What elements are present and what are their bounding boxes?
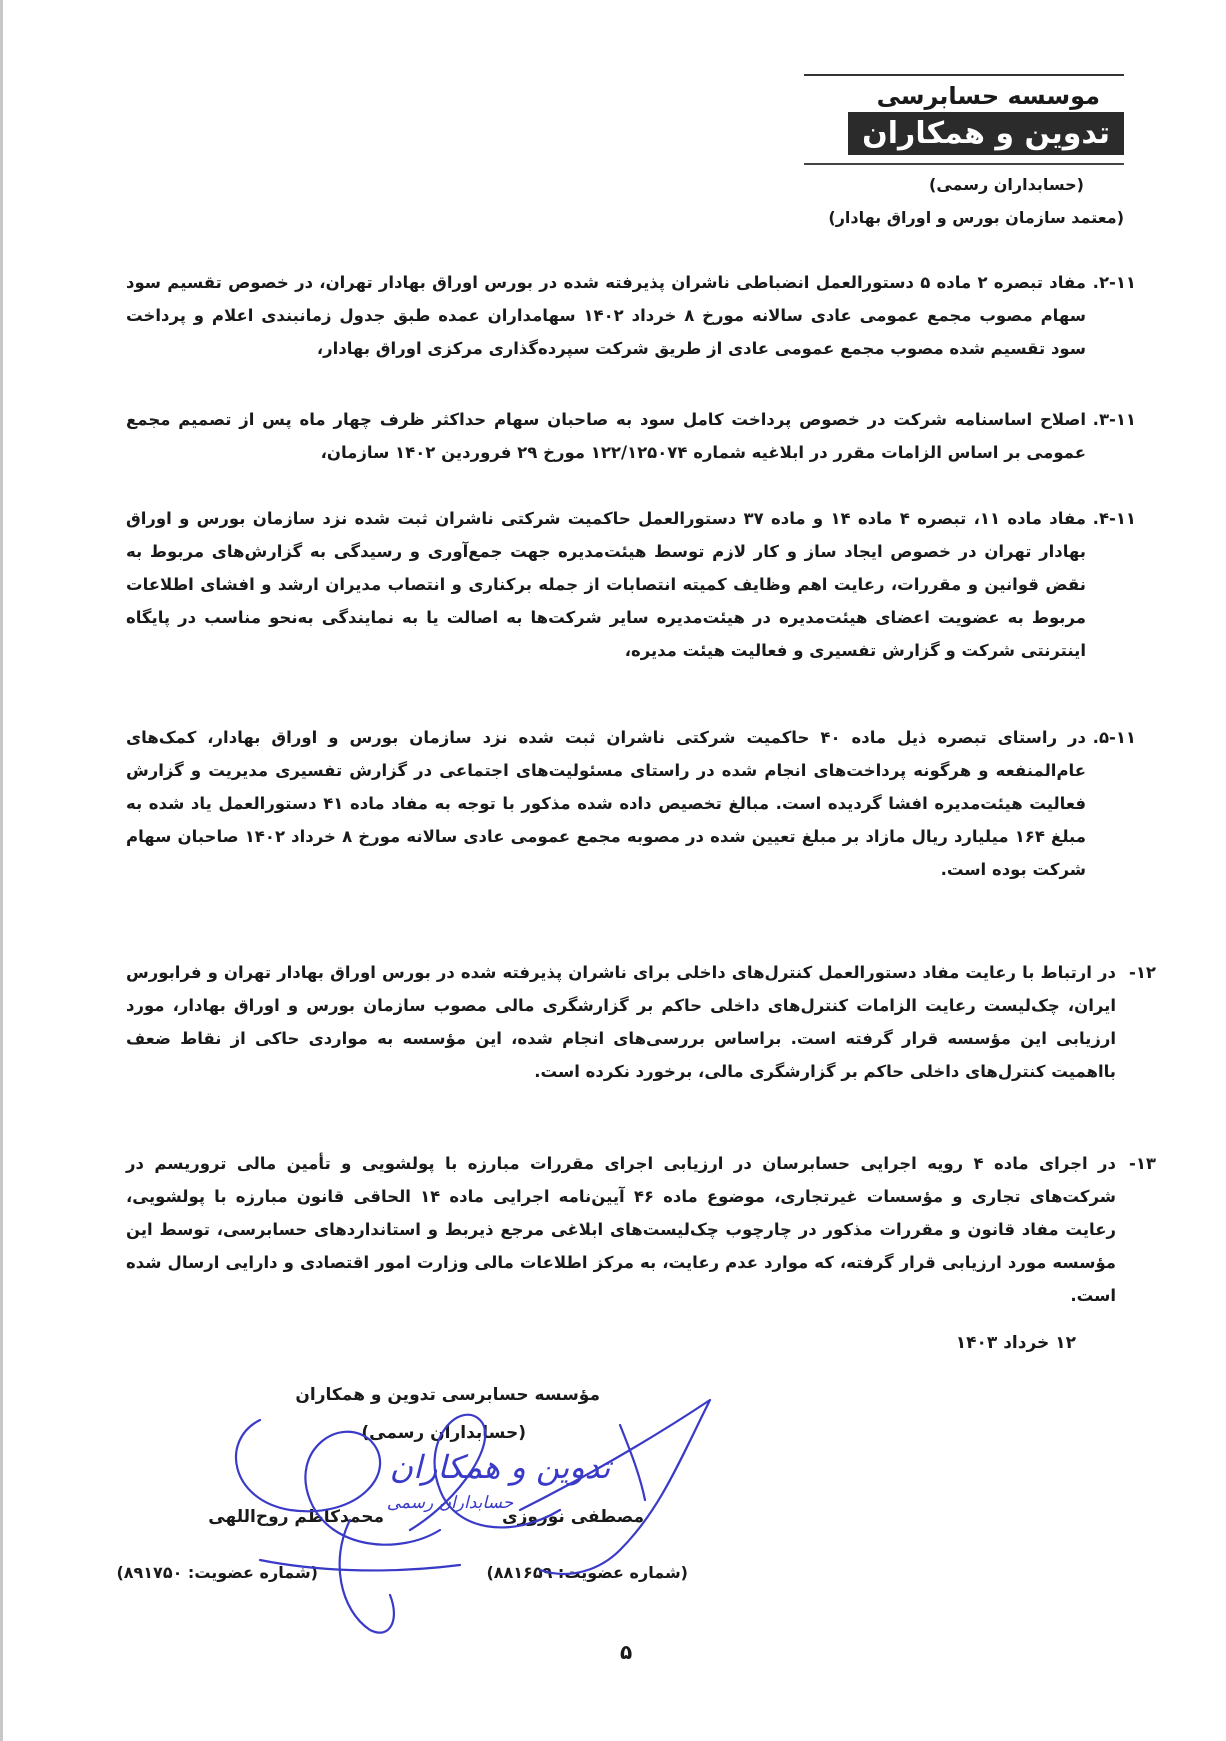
scan-edge [0, 0, 3, 1741]
letterhead-brand: تدوین و همکاران [848, 112, 1124, 155]
paragraph-number: ۵-۱۱. [1092, 728, 1136, 747]
report-date: ۱۲ خرداد ۱۴۰۳ [955, 1333, 1076, 1353]
signature-designation: (حسابداران رسمی) [361, 1423, 526, 1443]
paragraph-number: ۱۲- [1128, 963, 1156, 982]
stamp-text: تدوین و همکاران [389, 1448, 611, 1486]
paragraph-text: مفاد ماده ۱۱، تبصره ۴ ماده ۱۴ و ماده ۳۷ دستورالعمل حاکمیت شرکتی ناشران ثبت شده نزد سازمان بورس و اوراق بهادار تهران در خصوص ایجاد ساز و کار لازم توسط هیئت‌مدیره جهت جمع‌آوری و رسیدگی به گزارش‌های مربوط به نقض قوانین و مقررات، رعایت اهم وظایف کمیته انتصابات از جمله برکناری و انتصاب مدیران ارشد و افشای اطلاعات مربوط به عضویت اعضای هیئت‌مدیره در هیئت‌مدیره سایر شرکت‌ها به اصالت یا به نمایندگی به‌نحو مناسب در پایگاه اینترنتی شرکت و گزارش تفسیری و فعالیت هیئت مدیره، [126, 509, 1086, 660]
letterhead-rule-top [804, 74, 1124, 76]
paragraph-number: ۲-۱۱. [1092, 273, 1136, 292]
paragraph-text: اصلاح اساسنامه شرکت در خصوص پرداخت کامل سود به صاحبان سهام حداکثر ظرف چهار ماه پس از تصمیم مجمع عمومی بر اساس الزامات مقرر در ابلاغیه شماره ۱۲۲/۱۲۵۰۷۴ مورخ ۲۹ فروردین ۱۴۰۲ سازمان، [126, 410, 1086, 462]
signature-stroke-5 [260, 1560, 460, 1570]
paragraph-12 [126, 956, 1156, 1088]
letterhead [804, 74, 1124, 227]
signature-stroke-3 [520, 1400, 710, 1574]
paragraph-text: در راستای تبصره ذیل ماده ۴۰ حاکمیت شرکتی ناشران ثبت شده نزد سازمان بورس و اوراق بهادار، کمک‌های عام‌المنفعه و هرگونه پرداخت‌های انجام شده در راستای مسئولیت‌های اجتماعی در گزارش تفسیری مدیریت و گزارش فعالیت هیئت‌مدیره افشا گردیده است. مبالغ تخصیص داده شده مذکور با توجه به مفاد ماده ۴۱ دستورالعمل یاد شده به مبلغ ۱۶۴ میلیارد ریال مازاد بر مبلغ تعیین شده در مصوبه مجمع عمومی عادی سالانه مورخ ۸ خرداد ۱۴۰۲ صاحبان سهام شرکت بوده است. [126, 728, 1087, 879]
letterhead-certification: (معتمد سازمان بورس و اوراق بهادار) [828, 208, 1124, 227]
paragraph-number: ۴-۱۱. [1092, 509, 1136, 528]
paragraph-11-4 [126, 502, 1136, 667]
letterhead-designation: (حسابداران رسمی) [929, 175, 1084, 194]
paragraph-number: ۱۳- [1128, 1154, 1156, 1173]
signature-stroke-6 [620, 1425, 645, 1500]
paragraph-11-5 [126, 721, 1136, 886]
paragraph-text: در اجرای ماده ۴ رویه اجرایی حسابرسان در ارزیابی اجرای مقررات مبارزه با پولشویی و تأمین مالی تروریسم در شرکت‌های تجاری و مؤسسات غیرتجاری، موضوع ماده ۴۶ آیین‌نامه اجرایی ماده ۱۴ الحاقی قانون مبارزه با پولشویی، رعایت مفاد قانون و مقررات مذکور در چارچوب چک‌لیست‌های ابلاغی مرجع ذیربط و استانداردهای حسابرسی، توسط این مؤسسه مورد ارزیابی قرار گرفته، که موارد عدم رعایت، به مرکز اطلاعات مالی وزارت امور اقتصادی و دارایی ارسال شده است. [126, 1154, 1116, 1305]
signature-firm: مؤسسه حسابرسی تدوین و همکاران [295, 1385, 600, 1405]
partner1-name: مصطفی نوروزی [502, 1507, 644, 1527]
partner1-membership: (شماره عضویت: ۸۸۱۶۵۹) [486, 1563, 688, 1582]
page-number: ۵ [620, 1640, 633, 1664]
letterhead-rule [804, 163, 1124, 165]
signature-and-stamp [200, 1380, 760, 1640]
paragraph-13 [126, 1147, 1156, 1312]
paragraph-text: در ارتباط با رعایت مفاد دستورالعمل کنترل‌های داخلی برای ناشران پذیرفته شده در بورس اوراق بهادار تهران و فرابورس ایران، چک‌لیست رعایت الزامات کنترل‌های داخلی حاکم بر گزارشگری مالی مصوب سازمان بورس و اوراق بهادار، مورد ارزیابی این مؤسسه قرار گرفته است. براساس بررسی‌های انجام شده، این مؤسسه به مواردی حاکی از نقاط ضعف بااهمیت کنترل‌های داخلی حاکم بر گزارشگری مالی، برخورد نکرده است. [126, 963, 1116, 1081]
partner2-name: محمدکاظم روح‌اللهی [208, 1507, 384, 1527]
paragraph-number: ۳-۱۱. [1092, 410, 1136, 429]
letterhead-firm-name: موسسه حسابرسی [876, 82, 1100, 110]
paragraph-11-3 [126, 403, 1136, 469]
paragraph-11-2 [126, 266, 1136, 365]
paragraph-text: مفاد تبصره ۲ ماده ۵ دستورالعمل انضباطی ناشران پذیرفته شده در بورس اوراق بهادار تهران، در خصوص تقسیم سود سهام مصوب مجمع عمومی عادی سالانه مورخ ۸ خرداد ۱۴۰۲ سهامداران عمده طبق جدول زمانبندی اعلام و پرداخت سود تقسیم شده مصوب مجمع عمومی عادی از طریق شرکت سپرده‌گذاری مرکزی اوراق بهادار، [126, 273, 1086, 358]
stamp-subtext: حسابداران رسمی [386, 1493, 514, 1513]
partner2-membership: (شماره عضویت: ۸۹۱۷۵۰) [116, 1563, 318, 1582]
